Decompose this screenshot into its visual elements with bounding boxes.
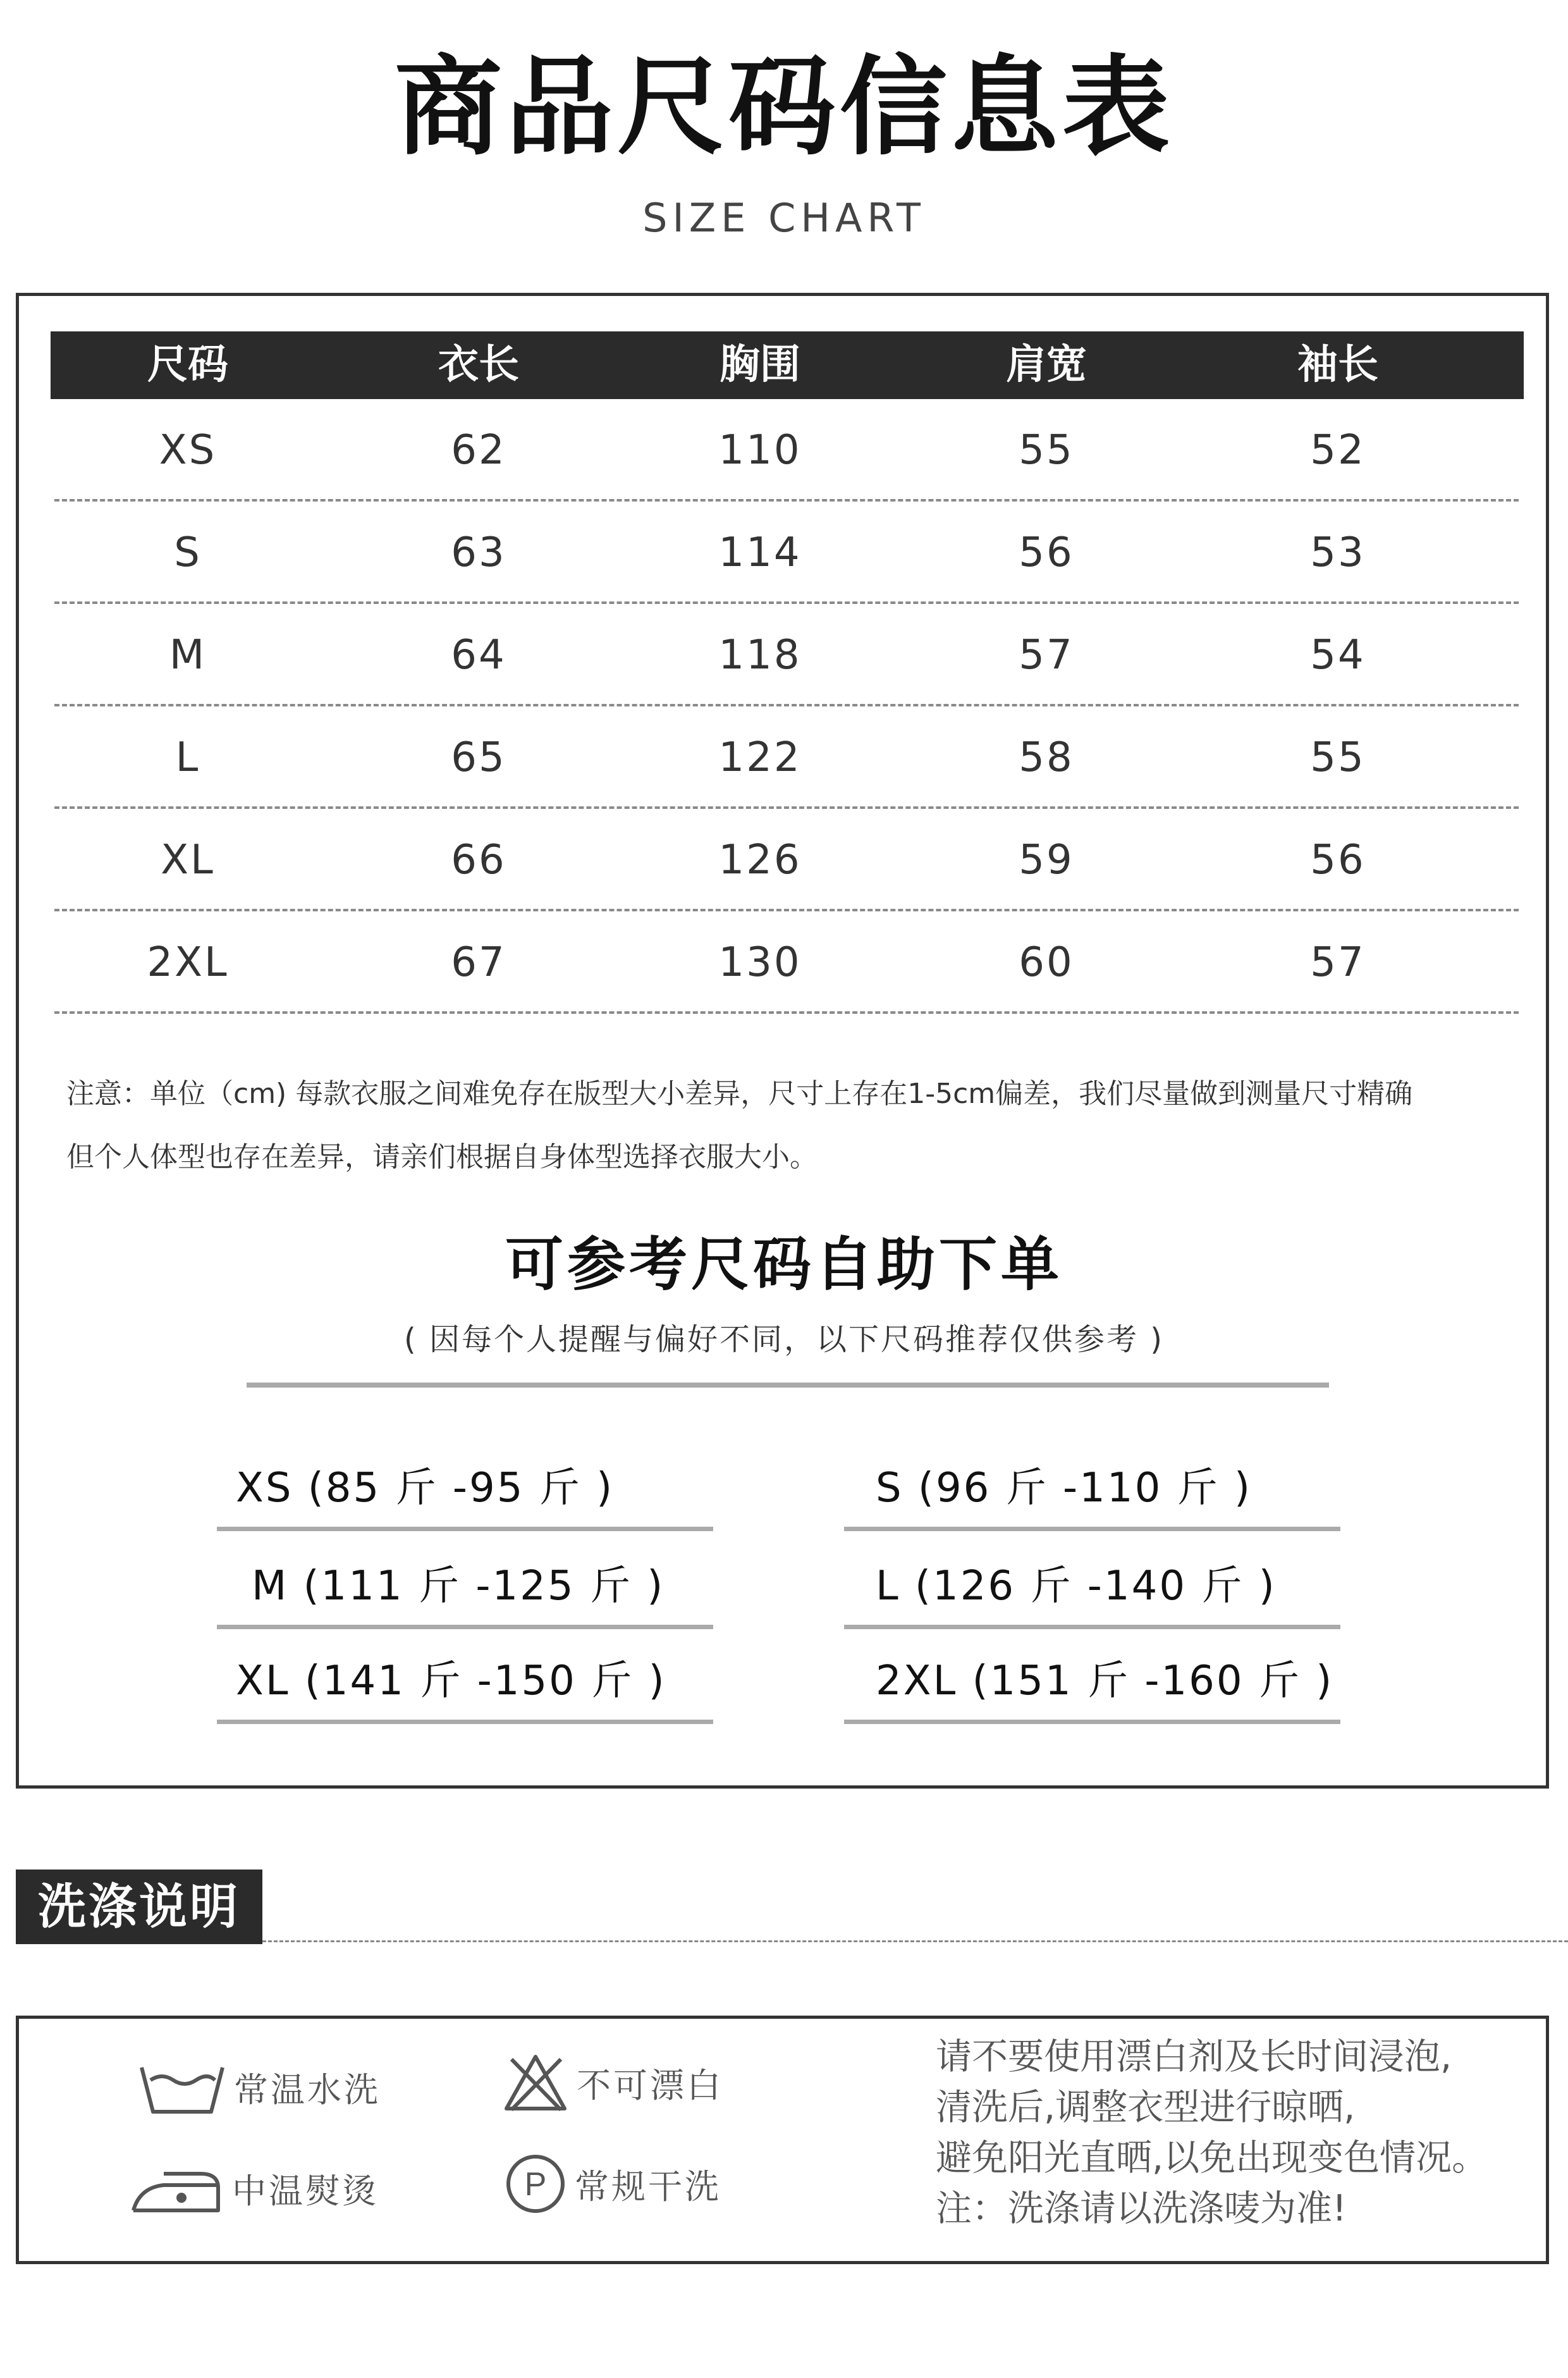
page-title: 商品尺码信息表	[394, 45, 1173, 170]
table-cell: 57	[1310, 939, 1366, 986]
iron-icon	[130, 2160, 224, 2217]
table-cell: XS	[159, 427, 217, 474]
table-cell: L	[175, 734, 200, 781]
table-row	[54, 604, 1519, 706]
washing-section-tag: 洗涤说明	[16, 1870, 262, 1944]
dry-clean-p-icon	[504, 2152, 567, 2215]
recommendation-divider	[247, 1383, 1329, 1388]
table-cell: 122	[718, 734, 802, 781]
table-cell: 65	[451, 734, 506, 781]
table-cell: 55	[1019, 427, 1074, 474]
column-header-chest: 胸围	[720, 342, 800, 388]
table-cell: 60	[1019, 939, 1074, 986]
care-instruction-line: 注：洗涤请以洗涤唛为准!	[936, 2188, 1347, 2229]
measurement-note-line2: 但个人体型也存在差异，请亲们根据自身体型选择衣服大小。	[66, 1141, 818, 1173]
table-cell: 67	[451, 939, 506, 986]
recommendation-item: S (96 斤 -110 斤 )	[844, 1450, 1340, 1531]
table-cell: 55	[1310, 734, 1366, 781]
care-item-wash	[138, 2055, 381, 2119]
table-cell: 110	[718, 427, 802, 474]
care-label: 常温水洗	[234, 2069, 381, 2110]
table-cell: 59	[1019, 837, 1074, 884]
recommendation-item: M (111 斤 -125 斤 )	[217, 1548, 713, 1629]
washing-section-divider	[262, 1940, 1568, 1942]
table-cell: 64	[451, 632, 506, 679]
table-cell: M	[169, 632, 207, 679]
care-instruction-line: 清洗后,调整衣型进行晾晒,	[936, 2086, 1356, 2128]
size-table	[51, 331, 1524, 986]
table-cell: 126	[718, 837, 802, 884]
table-cell: 66	[451, 837, 506, 884]
recommendation-subtitle: ( 因每个人提醒与偏好不同，以下尺码推荐仅供参考 )	[404, 1322, 1164, 1357]
recommendation-item: 2XL (151 斤 -160 斤 )	[844, 1643, 1340, 1724]
table-cell: 56	[1019, 529, 1074, 576]
table-cell: 130	[718, 939, 802, 986]
table-cell: 52	[1310, 427, 1366, 474]
table-row	[54, 706, 1519, 809]
table-cell: 2XL	[147, 939, 229, 986]
table-cell: 53	[1310, 529, 1366, 576]
svg-text:P: P	[524, 2166, 547, 2203]
column-header-length: 衣长	[438, 342, 519, 388]
recommendation-item: L (126 斤 -140 斤 )	[844, 1548, 1340, 1629]
recommendation-item: XS (85 斤 -95 斤 )	[217, 1450, 713, 1531]
no-bleach-icon	[503, 2053, 569, 2113]
care-label: 不可漂白	[577, 2065, 723, 2105]
column-header-shoulder: 肩宽	[1006, 342, 1087, 388]
measurement-note-line1: 注意：单位（cm) 每款衣服之间难免存在版型大小差异，尺寸上存在1-5cm偏差，我们尽量做到测量尺寸精确	[66, 1078, 1413, 1110]
table-cell: XL	[161, 837, 215, 884]
table-row	[54, 809, 1519, 911]
care-instruction-line: 避免阳光直晒,以免出现变色情况。	[936, 2137, 1488, 2179]
page-subtitle: SIZE CHART	[642, 195, 926, 241]
care-item-iron	[130, 2157, 379, 2220]
table-cell: 58	[1019, 734, 1074, 781]
table-cell: S	[174, 529, 202, 576]
table-header	[51, 331, 1524, 399]
care-instruction-line: 请不要使用漂白剂及长时间浸泡,	[936, 2036, 1452, 2078]
table-cell: 57	[1019, 632, 1074, 679]
recommendation-item: XL (141 斤 -150 斤 )	[217, 1643, 713, 1724]
recommendation-title: 可参考尺码自助下单	[505, 1231, 1063, 1298]
table-cell: 62	[451, 427, 506, 474]
table-cell: 118	[718, 632, 802, 679]
table-cell: 54	[1310, 632, 1366, 679]
table-cell: 56	[1310, 837, 1366, 884]
column-header-sleeve: 袖长	[1297, 342, 1378, 388]
care-label: 中温熨烫	[232, 2171, 379, 2211]
washtub-icon	[138, 2059, 226, 2116]
table-row	[54, 911, 1519, 1014]
column-header-size: 尺码	[147, 342, 228, 388]
table-cell: 114	[718, 529, 802, 576]
care-item-no-bleach	[503, 2051, 723, 2114]
table-cell: 63	[451, 529, 506, 576]
care-label: 常规干洗	[575, 2166, 721, 2207]
table-row	[54, 399, 1519, 502]
table-row	[54, 502, 1519, 604]
care-item-dry-clean	[504, 2152, 721, 2215]
